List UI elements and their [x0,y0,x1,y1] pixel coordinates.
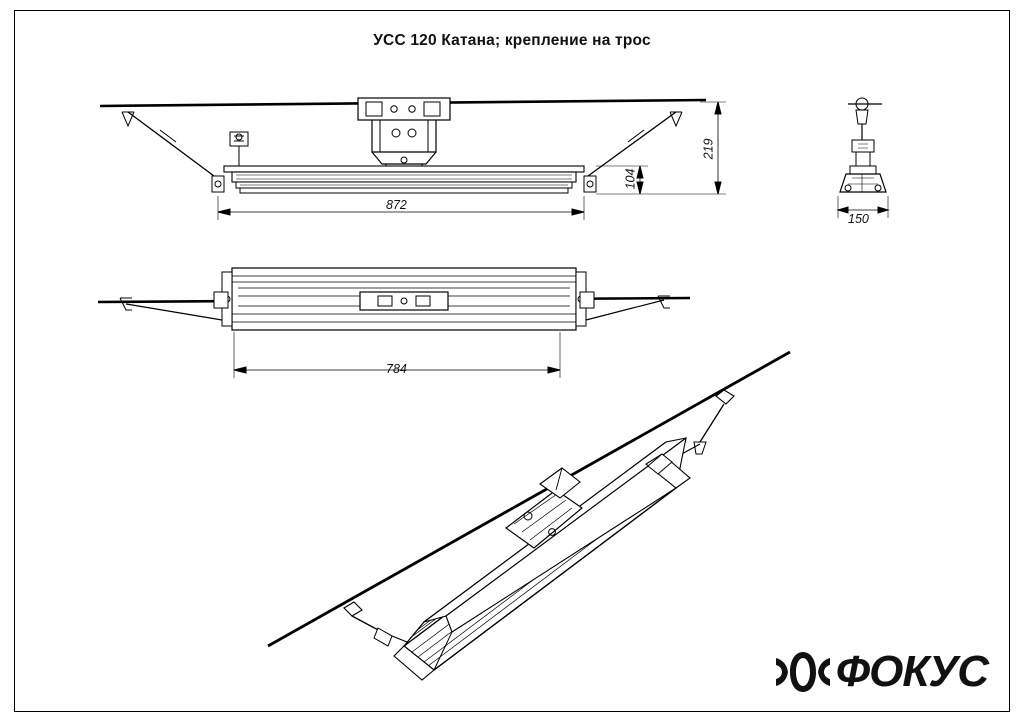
dimension-label-872: 872 [386,198,407,212]
dimension-label-150: 150 [848,212,869,226]
isometric-view-geometry [268,352,790,680]
dimension-label-219: 219 [701,138,716,160]
focus-mark-icon [776,648,830,696]
side-view-geometry [838,98,888,218]
drawing-title: УСС 120 Катана; крепление на трос [373,32,651,49]
front-view-geometry [100,98,726,220]
dimension-label-104: 104 [623,168,638,190]
dimension-label-784: 784 [386,362,407,376]
company-logo [776,648,988,696]
logo-text: ФОКУС [835,647,988,696]
